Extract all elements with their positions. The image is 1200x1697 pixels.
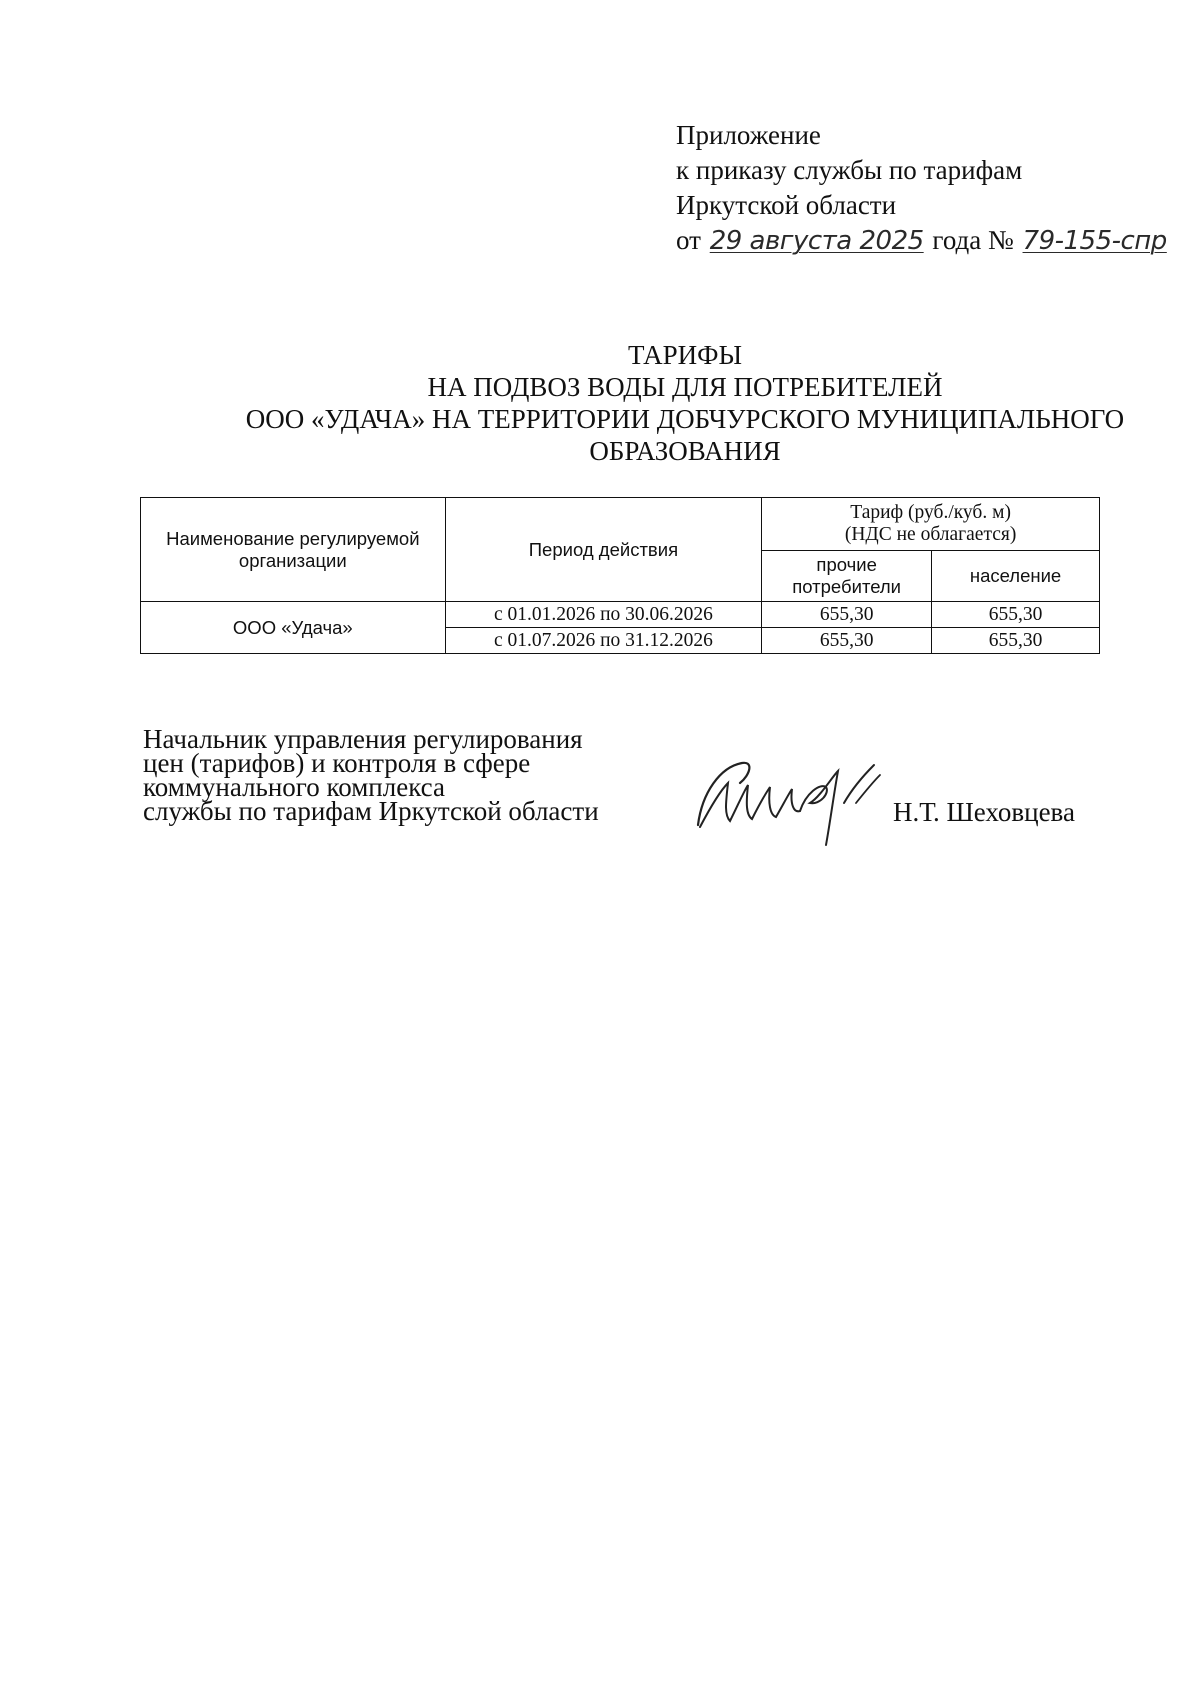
population-tariff-cell: 655,30 [932, 602, 1100, 628]
appendix-line-2: к приказу службы по тарифам [676, 155, 1023, 185]
appendix-date-prefix: от [676, 225, 701, 255]
other-tariff-cell: 655,30 [762, 602, 932, 628]
title-line-2: НА ПОДВОЗ ВОДЫ ДЛЯ ПОТРЕБИТЕЛЕЙ [427, 372, 943, 402]
period-cell: с 01.07.2026 по 31.12.2026 [445, 628, 762, 654]
signatory-title-line-4: службы по тарифам Иркутской области [143, 796, 599, 826]
header-population: население [932, 551, 1100, 602]
handwritten-date: 29 августа 2025 [709, 226, 924, 256]
org-name-cell: ООО «Удача» [141, 602, 446, 654]
title-line-4: ОБРАЗОВАНИЯ [589, 436, 781, 466]
appendix-line-1: Приложение [676, 120, 821, 150]
appendix-number-label: года № [932, 225, 1014, 255]
handwritten-number: 79-155-спр [1022, 226, 1167, 256]
title-line-3: ООО «УДАЧА» НА ТЕРРИТОРИИ ДОБЧУРСКОГО МУНИЦИПАЛЬНОГО [245, 404, 1125, 434]
population-tariff-cell: 655,30 [932, 628, 1100, 654]
header-period: Период действия [445, 498, 762, 602]
signatory-name: Н.Т. Шеховцева [893, 797, 1075, 827]
table-row [141, 602, 1100, 628]
document-title [210, 339, 1160, 467]
title-line-1: ТАРИФЫ [627, 340, 743, 370]
other-tariff-cell: 655,30 [762, 628, 932, 654]
appendix-line-4 [676, 223, 1169, 259]
appendix-block [676, 118, 1169, 259]
table-header-row [141, 498, 1100, 551]
header-tariff-line-2: (НДС не облагается) [844, 524, 1017, 545]
tariff-table [140, 497, 1100, 654]
header-other-consumers: прочие потребители [762, 551, 932, 602]
signatory-title-line-3: коммунального комплекса [143, 772, 445, 802]
handwritten-signature [680, 753, 900, 853]
header-tariff-line-1: Тариф (руб./куб. м) [850, 502, 1011, 523]
header-org: Наименование регулируемой организации [141, 498, 446, 602]
signatory-title [143, 724, 599, 826]
appendix-line-3: Иркутской области [676, 190, 897, 220]
signature-icon [680, 753, 900, 848]
signatory-title-line-1: Начальник управления регулирования [143, 724, 583, 754]
signatory-title-line-2: цен (тарифов) и контроля в сфере [143, 748, 531, 778]
period-cell: с 01.01.2026 по 30.06.2026 [445, 602, 762, 628]
header-tariff [762, 498, 1100, 551]
